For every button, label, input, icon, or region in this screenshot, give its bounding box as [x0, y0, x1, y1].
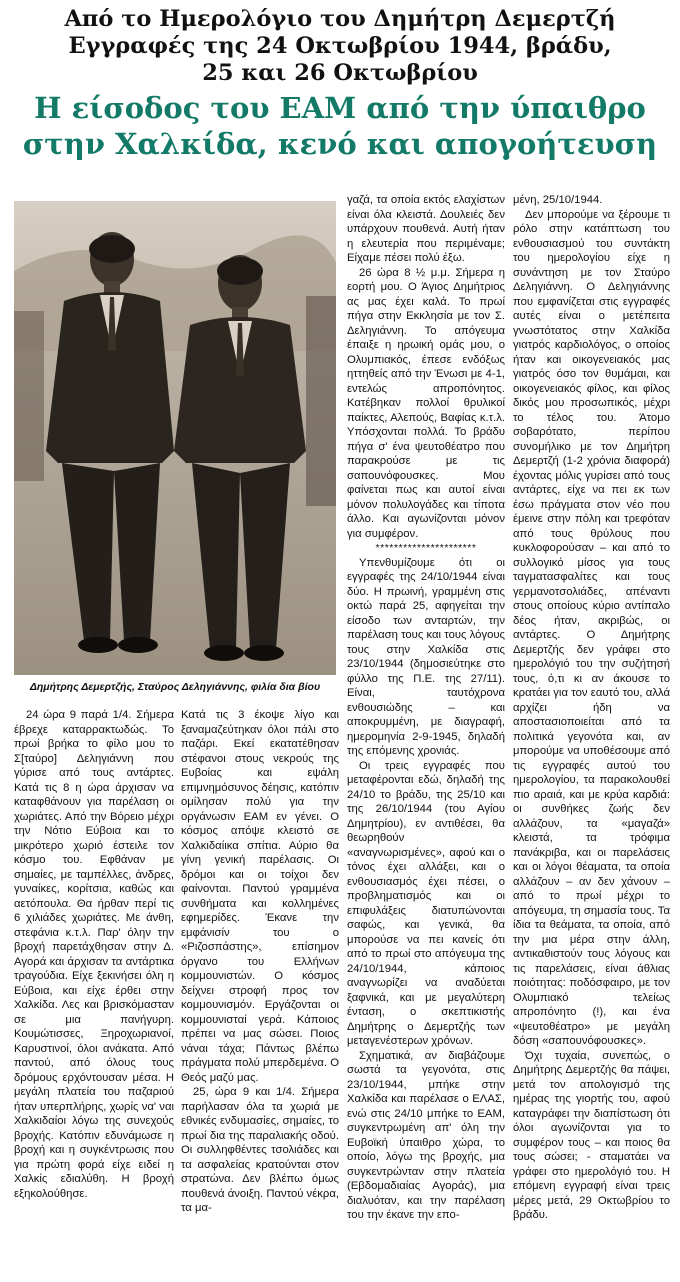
- paragraph: 25, ώρα 9 και 1/4. Σήμερα παρήλασαν όλα τα χωριά με εθνικές ενδυμασίες, σημαίες, το πρωί δια της παραλιακής οδού. Οι συλληφθέντες τσολιάδες και τα ασφαλείας κρατούνται στον στρατώνα. Δεν βλέπω όμως πουθενά άνοιξη. Παντού νέκρα, τα μα-: [181, 1086, 339, 1214]
- paragraph: Οι τρεις εγγραφές που μεταφέρονται εδώ, δηλαδή της 24/10 το βράδυ, της 25/10 και της 26/10/1944 (του Αγίου Δημητρίου), εν αντιθέσει, θα θεωρηθούν «αναγνωρισμένες», αφού και ο τόνος έχει αλλάξει, και ο ενθουσιασμός έχει πέσει, ο προβληματισμός και οι επιφυλάξεις διατυπώνονται σαφώς, και γενικά, θα μπορούσε να πει κανείς ότι από το πρωί στο απόγευμα της 24/10/1944, κάποιος αναγνωρίζει να αναδύεται ξαφνικά, και με μεγαλύτερη ένταση, ο σκεπτικιστής Δημήτρης ο Δεμερτζής των μεταγενέστερων χρόνων.: [347, 759, 505, 1047]
- article-header: [0, 6, 680, 162]
- paragraph: Όχι τυχαία, συνεπώς, ο Δημήτρης Δεμερτζής θα πάψει, μετά τον απολογισμό της ημέρας της γιορτής του, αφού καταγράφει την διαπίστωση ότι όλοι αγωνίζονται για το συμφέρον τους – και ποιος θα τους σώσει; - σταματάει να γράφει στο ημερολόγιό του. Η επόμενη εγγραφή είναι τρεις μέρες μετά, 29 Οκτωβρίου το βράδυ.: [513, 1049, 670, 1221]
- paragraph: Υπενθυμίζουμε ότι οι εγγραφές της 24/10/1944 είναι δύο. Η πρωινή, γραμμένη στις οκτώ παρά 25, αφηγείται την είσοδο των ανταρτών, την παρέλαση τους και τους λόγους τους στην Χαλκίδα στις 23/10/1944 (δημοσιεύτηκε στο φύλλο της Π.Ε. της 27/11). Είναι, ταυτόχρονα ενθουσιώδης – και αποκρυμμένη, με διαγραφή, ημερομηνία 2-9-1945, δηλαδή της επόμενης χρονιάς.: [347, 556, 505, 757]
- text-column-1: [14, 708, 174, 1201]
- paragraph: 24 ώρα 9 παρά 1/4. Σήμερα έβρεχε καταρρακτωδώς. Το πρωί βρήκα το φίλο μου το Σ[ταύρο] Δεληγιάννη που γύρισε από τους αντάρτες. Κατά τις 8 η ώρα άρχισαν να καταφθάνουν για παρέλαση οι χωριάτες. Από την Βόρειο μέχρι την Νότιο Εύβοια και το μικρότερο χωριό έστειλε τον κόσμο του. Εφθάναν με σημαίες, με ταμπέλλες, άνδρες, γυναίκες, κορίτσια, καθώς και αετόπουλα. Θα ήρθαν περί τις 6 χιλιάδες χωριάτες. Με άνθη, στεφάνια κ.τ.λ. Παρ' όλην την βροχή παρετάχθησαν στην Δ. Αγορά και άρχισαν τα αντάρτικα τραγούδια. Είχε ξεκινήσει όλη η Εύβοια, και είχε έρθει στην Χαλκίδα. Λες και βρισκόμασταν σε μια πανήγυρη. Κουμώτισσες, Ξηροχωριανοί, Καρυστινοί, όλοι ανάκατα. Από παντού, από όλους τους δρόμους ερχόντουσαν μέσα. Η μεγάλη πλατεία του παζαριού ήταν υπερπλήρης, χωρίς να' ναι Χαλκιδαίοι λόγω της συνεχούς βροχής. Κατόπιν εδυνάμωσε η βροχή και η συγκέντρωσις που για πρώτη φορά είχε ειδεί η Χαλκίς εδιαλύθη. Η βροχή εξηκολούθησε.: [14, 709, 174, 1200]
- paragraph: γαζά, τα οποία εκτός ελαχίστων είναι όλα κλειστά. Δουλειές δεν υπάρχουν πουθενά. Αυτή ήταν η ελευτερία που περιμέναμε; Είχαμε πέσει πολύ έξω.: [347, 194, 505, 264]
- paragraph: Δεν μπορούμε να ξέρουμε τι ρόλο στην κατάπτωση του ενθουσιασμού του συντάκτη του ημερολογίου είχε η συνάντηση με τον Σταύρο Δεληγιάννη. Ο Δεληγιάννης που εμφανίζεται στις εγγραφές αυτές είναι ο μετέπειτα γνωστότατος στην Χαλκίδα γιατρός καρδιολόγος, ο οποίος ήταν και οικογενειακός μας γιατρός όσο τον θυμάμαι, και οικογενειακός φίλος, και φίλος δικός μου προσωπικός, μέχρι το τέλος του. Άτομο σοβαρότατο, περίπου συνομήλικο με τον Δημήτρη Δεμερτζή (1-2 χρόνια διαφορά) έχοντας μόλις γυρίσει από τους αντάρτες, είχε να πει εκ των έσω πράγματα στον νέο που έμεινε στην πόλη και τρεφόταν από τους θρύλους που κυκλοφορούσαν – και από το συλλογικό μίσος για τους ταγματασφαλίτες και τους γερμανοτσολιάδες, απέναντι στους οποίους κύριο αντίπαλο δέος ήταν, ακριβώς, οι αντάρτες. Ο Δημήτρης Δεμερτζής δεν γράφει στο ημερολόγιό του την συζήτησή τους, ό,τι κι αν άκουσε το κρατάει για τον εαυτό του, αλλά αρχίζει ήδη να αποστασιοποιείται από τα πολιτικά γεγονότα και, αν μπορούμε να υποθέσουμε από τις εγγραφές αυτού του ημερολογίου, τα παρακολουθεί πιο αραιά, και με κρύα καρδιά: οι συνθήκες ζωής δεν αλλάζουν, τα «μαγαζά» κλειστά, τα τρόφιμα πανάκριβα, και οι παρελάσεις και οι λόγοι θέαματα, τα οποία αλλάζουν – αν δεν χάνουν – από το πρωί μέχρι το απόγευμα, τη σημασία τους. Τα ίδια τα θεάματα, τα οποία, από την μια μέρα στην άλλη, αντικαθιστούν τους λόγους και τις παρελάσεις, είναι άθλιας ποιότητας: ποδόσφαιρο, με τον Ολυμπιακό τελείως απροπόνητο (!), και ένα «ψευτοθέατρο» με μεγάλη δόση «σαπουνόφουσκες».: [513, 208, 670, 1047]
- text-column-3: [347, 193, 505, 1223]
- paragraph: 26 ώρα 8 ½ μ.μ. Σήμερα η εορτή μου. Ο Άγιος Δημήτριος ας μας έχει καλά. Το πρωί πήγα στην Εκκλησία με τον Σ. Δεληγιάννη. Το απόγευμα έπαιξε η ηρωική ομάς μου, ο Ολυμπιακός, έπεσε ενδόξως ηττηθείς από την Ένωσι με 4-1, εντελώς απροπόνητος. Κατέβηκαν πολλοί θρυλικοί παίκτες, Αλεπούς, Βαφίας κ.τ.λ. Υπόσχονται πολλά. Το βράδυ πήγα σ' ένα ψευτοθέατρο που παρακρούσε με τις σαπουνόφουσκες. Μου φαίνεται πως και αυτοί είναι μόνον πολυλογάδες και τίποτα άλλο. Και αγωνίζονται μόνον για συμφέρον.: [347, 266, 505, 540]
- kicker-line-3: 25 και 26 Οκτωβρίου: [202, 60, 478, 86]
- paragraph: μένη, 25/10/1944.: [513, 194, 603, 206]
- sepia-photo: [14, 201, 336, 675]
- paragraph: Κατά τις 3 έκοψε λίγο και ξαναμαζεύτηκαν όλοι πάλι στο παζάρι. Εκεί εκατατέθησαν στέφανοι στους νεκρούς της Ευβοίας και εψάλη επιμνημόσυνος δέησις, κατόπιν ομίλησαν πολύ για την οργάνωσιν ΕΑΜ εν γένει. Ο κόσμος απόψε κλειστό σε Χαλκιδαίικα σπίτια. Αύριο θα γίνη γενική παρέλασις. Οι δρόμοι και οι τοίχοι δεν φαίνονται. Παντού γραμμένα συνθήματα και κολλημένες εφημερίδες. Έκανε την εμφάνισίν του ο «Ριζοσπάστης», επίσημον όργανο του Ελλήνων κομμουνιστών. Ο κόσμος δείχνει στροφή προς τον κομμουνισμόν. Εργάζονται οι κομμουνισταί γερά. Κάποιος πρέπει να μας σώσει. Ποιος νάναι τάχα; Πάντως βλέπω πράγματα πολύ μπερδεμένα. Ο Θεός μαζύ μας.: [181, 709, 339, 1084]
- photo-illustration: [14, 201, 336, 675]
- headline-line-2: στην Χαλκίδα, κενό και απογοήτευση: [22, 127, 658, 161]
- photo-caption: Δημήτρης Δεμερτζής, Σταύρος Δεληγιάννης, φιλία δια βίου: [29, 681, 321, 693]
- paragraph: Σχηματικά, αν διαβάζουμε σωστά τα γεγονότα, στις 23/10/1944, μπήκε στην Χαλκίδα και παρέλασε ο ΕΛΑΣ, ενώ στις 24/10 μπήκε το ΕΑΜ, συγκεντρωμένη απ' όλη την Ευβοϊκή ύπαιθρο χώρα, το οποίο, λόγω της βροχής, μια συγκεντρώνταν στην πλατεία (Εβδομαδιαίας Αγοράς), μια διαλυόταν, και την παρέλαση του την έκανε την επο-: [347, 1049, 505, 1221]
- text-column-4: [513, 193, 670, 1223]
- text-column-2: [181, 708, 339, 1216]
- kicker-line-1: Από το Ημερολόγιο του Δημήτρη Δεμερτζή: [64, 6, 616, 32]
- kicker-line-2: Εγγραφές της 24 Οκτωβρίου 1944, βράδυ,: [68, 33, 612, 59]
- separator-stars: **********************: [375, 542, 477, 554]
- headline-line-1: Η είσοδος του ΕΑΜ από την ύπαιθρο: [34, 91, 646, 125]
